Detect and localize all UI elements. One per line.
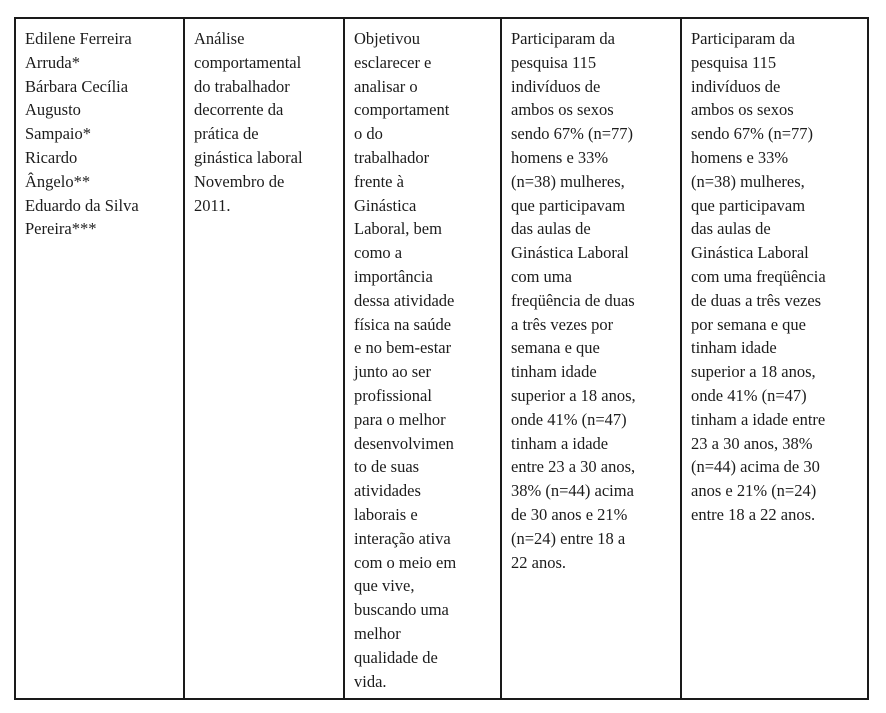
study-table xyxy=(14,17,869,700)
authors-cell: Edilene Ferreira Arruda* Bárbara Cecília Augusto Sampaio* Ricardo Ângelo** Eduardo da Silva Pereira*** xyxy=(16,19,185,698)
results-cell: Participaram da pesquisa 115 indivíduos de ambos os sexos sendo 67% (n=77) homens e 33% (n=38) mulheres, que participavam das aulas de Ginástica Laboral com uma freqüência de duas a três vezes por semana e que tinham idade superior a 18 anos, onde 41% (n=47) tinham a idade entre 23 a 30 anos, 38% (n=44) acima de 30 anos e 21% (n=24) entre 18 a 22 anos. xyxy=(691,29,826,524)
study-title-cell: Análise comportamental do trabalhador decorrente da prática de ginástica laboral Novembro de 2011. xyxy=(185,19,345,698)
sample-cell: Participaram da pesquisa 115 indivíduos de ambos os sexos sendo 67% (n=77) homens e 33% (n=38) mulheres, que participavam das aulas de Ginástica Laboral com uma freqüência de duas a três vezes por semana e que tinham idade superior a 18 anos, onde 41% (n=47) tinham a idade entre 23 a 30 anos, 38% (n=44) acima de 30 anos e 21% (n=24) entre 18 a 22 anos. xyxy=(502,19,682,698)
objective-cell: Objetivou esclarecer e analisar o comportament o do trabalhador frente à Ginástica Laboral, bem como a importância dessa atividade física na saúde e no bem-estar junto ao ser profissional para o melhor desenvolvimen to de suas atividades laborais e interação ativa com o meio em que vive, buscando uma melhor qualidade de vida. xyxy=(345,19,502,698)
